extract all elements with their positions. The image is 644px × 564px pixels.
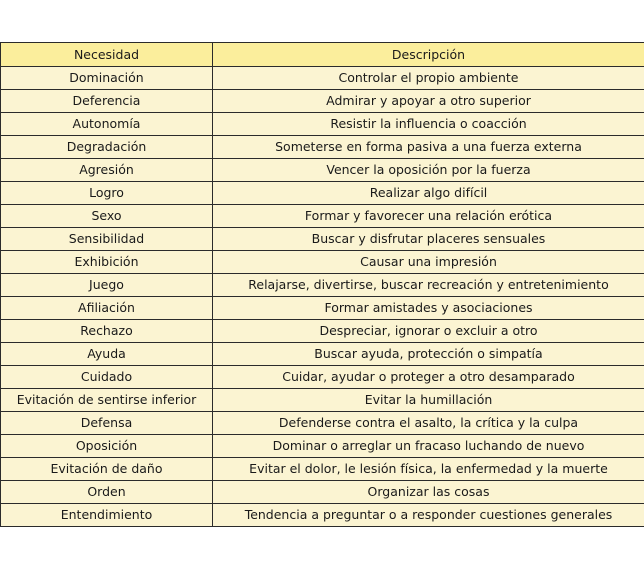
need-cell: Orden xyxy=(1,481,213,504)
table-row xyxy=(1,136,644,159)
table-row xyxy=(1,320,644,343)
need-cell: Autonomía xyxy=(1,113,213,136)
needs-table xyxy=(0,42,644,527)
need-cell: Defensa xyxy=(1,412,213,435)
description-cell: Evitar el dolor, le lesión física, la enfermedad y la muerte xyxy=(213,458,644,481)
need-cell: Sensibilidad xyxy=(1,228,213,251)
table-row xyxy=(1,389,644,412)
need-cell: Dominación xyxy=(1,67,213,90)
table-row xyxy=(1,182,644,205)
table-row xyxy=(1,297,644,320)
table-row xyxy=(1,481,644,504)
description-cell: Despreciar, ignorar o excluir a otro xyxy=(213,320,644,343)
description-cell: Formar y favorecer una relación erótica xyxy=(213,205,644,228)
table-row xyxy=(1,159,644,182)
need-cell: Afiliación xyxy=(1,297,213,320)
description-cell: Vencer la oposición por la fuerza xyxy=(213,159,644,182)
need-cell: Agresión xyxy=(1,159,213,182)
need-cell: Juego xyxy=(1,274,213,297)
description-cell: Realizar algo difícil xyxy=(213,182,644,205)
need-cell: Deferencia xyxy=(1,90,213,113)
description-cell: Cuidar, ayudar o proteger a otro desamparado xyxy=(213,366,644,389)
table-row xyxy=(1,458,644,481)
description-cell: Organizar las cosas xyxy=(213,481,644,504)
table-row xyxy=(1,228,644,251)
description-cell: Evitar la humillación xyxy=(213,389,644,412)
description-cell: Someterse en forma pasiva a una fuerza externa xyxy=(213,136,644,159)
need-cell: Degradación xyxy=(1,136,213,159)
column-header-description: Descripción xyxy=(213,43,644,67)
need-cell: Entendimiento xyxy=(1,504,213,527)
description-cell: Causar una impresión xyxy=(213,251,644,274)
table-row xyxy=(1,251,644,274)
need-cell: Evitación de sentirse inferior xyxy=(1,389,213,412)
table-row xyxy=(1,90,644,113)
description-cell: Buscar y disfrutar placeres sensuales xyxy=(213,228,644,251)
need-cell: Sexo xyxy=(1,205,213,228)
description-cell: Relajarse, divertirse, buscar recreación y entretenimiento xyxy=(213,274,644,297)
need-cell: Exhibición xyxy=(1,251,213,274)
table-row xyxy=(1,366,644,389)
table-row xyxy=(1,412,644,435)
table-row xyxy=(1,67,644,90)
description-cell: Buscar ayuda, protección o simpatía xyxy=(213,343,644,366)
table-row xyxy=(1,274,644,297)
description-cell: Admirar y apoyar a otro superior xyxy=(213,90,644,113)
table-row xyxy=(1,435,644,458)
table-row xyxy=(1,343,644,366)
description-cell: Controlar el propio ambiente xyxy=(213,67,644,90)
description-cell: Defenderse contra el asalto, la crítica y la culpa xyxy=(213,412,644,435)
description-cell: Tendencia a preguntar o a responder cuestiones generales xyxy=(213,504,644,527)
table-row xyxy=(1,113,644,136)
column-header-need: Necesidad xyxy=(1,43,213,67)
description-cell: Dominar o arreglar un fracaso luchando de nuevo xyxy=(213,435,644,458)
header-row xyxy=(1,43,644,67)
table-header xyxy=(1,43,644,67)
description-cell: Formar amistades y asociaciones xyxy=(213,297,644,320)
table-body xyxy=(1,67,644,527)
need-cell: Oposición xyxy=(1,435,213,458)
need-cell: Ayuda xyxy=(1,343,213,366)
table-row xyxy=(1,504,644,527)
need-cell: Evitación de daño xyxy=(1,458,213,481)
table-row xyxy=(1,205,644,228)
need-cell: Rechazo xyxy=(1,320,213,343)
description-cell: Resistir la influencia o coacción xyxy=(213,113,644,136)
need-cell: Cuidado xyxy=(1,366,213,389)
need-cell: Logro xyxy=(1,182,213,205)
